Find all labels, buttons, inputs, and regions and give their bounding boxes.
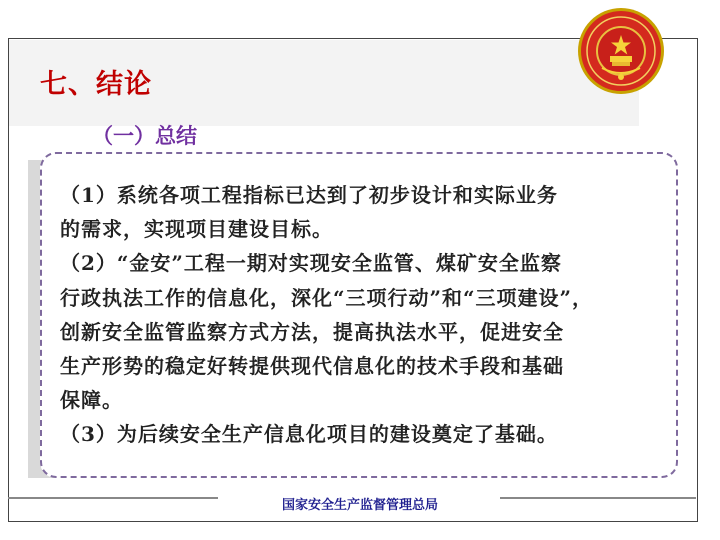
- summary-line: 的需求，实现项目建设目标。: [60, 217, 333, 242]
- summary-line: 创新安全监管监察方式方法，提高执法水平，促进安全: [60, 319, 564, 344]
- summary-line: 生产形势的稳定好转提供现代信息化的技术手段和基础: [60, 354, 564, 379]
- footer-organization: 国家安全生产监督管理总局: [281, 498, 438, 513]
- summary-line: （3）为后续安全生产信息化项目的建设奠定了基础。: [60, 422, 558, 447]
- summary-line: （2）“金安”工程一期对实现安全监管、煤矿安全监察: [60, 251, 562, 276]
- national-emblem-icon: [576, 6, 666, 96]
- page-title: 七、结论: [40, 69, 152, 100]
- summary-line: 行政执法工作的信息化，深化“三项行动”和“三项建设”，: [60, 285, 594, 310]
- section-subtitle: （一）总结: [92, 123, 197, 148]
- summary-line: 保障。: [60, 388, 123, 413]
- summary-line: （1）系统各项工程指标已达到了初步设计和实际业务: [60, 183, 558, 207]
- summary-text: [60, 178, 660, 452]
